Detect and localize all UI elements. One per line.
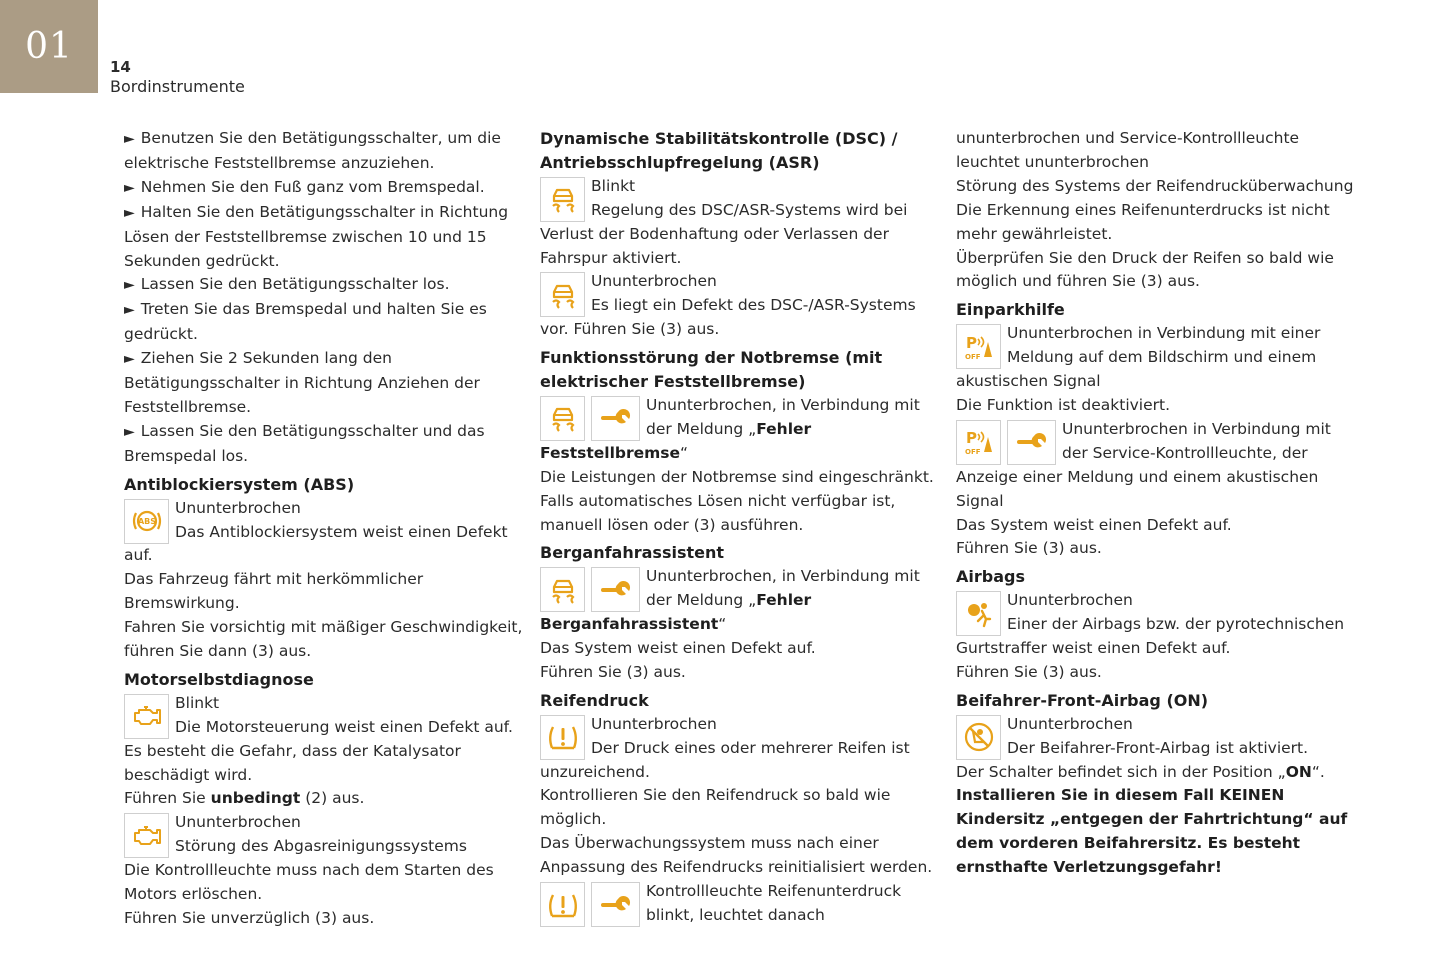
instruction-step: ► Benutzen Sie den Betätigungsschalter, um die elektrische Feststellbremse anzuziehen. bbox=[124, 129, 501, 172]
section-title: Bordinstrumente bbox=[110, 77, 245, 96]
chapter-tab: 01 bbox=[0, 0, 98, 93]
hill-assist-entry: Ununterbrochen, in Verbindung mit der Meldung „Fehler Berganfahrassistent“ bbox=[540, 567, 920, 634]
hill-assist-heading: Berganfahrassistent bbox=[540, 543, 725, 563]
skid-warning-icon bbox=[540, 177, 585, 222]
park-assist-off-icon bbox=[956, 324, 1001, 369]
tyre-pressure-icon bbox=[540, 882, 585, 927]
passenger-airbag-entry: Ununterbrochen Der Beifahrer-Front-Airbag ist aktiviert. bbox=[956, 713, 1356, 761]
bullet-arrow-icon: ► bbox=[124, 302, 135, 319]
column-2: Dynamische Stabilitätskontrolle (DSC) / Antriebsschlupfregelung (ASR) Blinkt Regelung des DSC/ASR-Systems wird bei Verlust der Bodenhaftung oder Verlassen der Fahrspur aktiviert. Ununterbrochen Es liegt ein Defekt des DSC-/ASR-Systems vor. Führen Sie (3) aus. Funktionsstörung der Notbremse (mit elektrischer Feststellbremse) Ununterbrochen, in Verbindung mit der Meldung „Fehler Feststellbremse“ Die Leistungen der Notbremse sind eingeschränkt. Falls automatisches Lösen nicht verfügbar ist, manuell lösen oder (3) ausführen. Berganfahrassistent Ununterbrochen, in Verbindung mit der Meldung „Fehler Berganfahrassistent“ Das System weist einen Defekt auf. Führen Sie (3) aus. Reifendruck Ununterbrochen Der Druck eines oder mehrerer Reifen ist unzureichend. Kontrollieren Sie den Reifendruck so bald wie möglich. Das Überwachungssystem muss nach einer Anpassung des Reifendrucks reinitialisiert werden. Kontrollleuchte Reifenunterdruck blinkt, leuchtet danach bbox=[540, 127, 940, 928]
tyre-pressure-icon bbox=[540, 715, 585, 760]
engine-action: Führen Sie unbedingt (2) aus. bbox=[124, 789, 365, 808]
instruction-step: ► Lassen Sie den Betätigungsschalter los. bbox=[124, 275, 450, 294]
column-3: ununterbrochen und Service-Kontrollleuchte leuchtet ununterbrochen Störung des Systems der Reifendrucküberwachung Die Erkennung eines Reifenunterdrucks ist nicht mehr gewährleistet. Überprüfen Sie den Druck der Reifen so bald wie möglich und führen Sie (3) aus. Einparkhilfe P OFF Ununterbrochen in Verbindung mit einer Meldung auf dem Bildschirm und einem akustischen Signal Die Funktion ist deaktiviert. P OFF Ununterbrochen in Verbindung mit der Service-Kontrollleuchte, der Anzeige einer Meldung und einem akustischen Signal Das System weist einen Defekt auf. Führen Sie (3) aus. Airbags Ununterbrochen Einer der Airbags bzw. der pyrotechnischen Gurtstraffer weist einen Defekt auf. Führen Sie (3) aus. Beifahrer-Front-Airbag (ON) Ununterbrochen Der Beifahrer-Front-Airbag ist aktiviert. Der Schalter befindet sich in der Position „ON“. Installieren Sie in diesem Fall KEINEN Kindersitz „entgegen der Fahrtrichtung“ auf dem vorderen Beifahrersitz. Es besteht ernsthafte Verletzungsgefahr! bbox=[956, 127, 1356, 880]
park-assist-heading: Einparkhilfe bbox=[956, 300, 1065, 320]
emergency-brake-entry: Ununterbrochen, in Verbindung mit der Meldung „Fehler Feststellbremse“ bbox=[540, 395, 920, 462]
engine-entry-blinking: Blinkt Die Motorsteuerung weist einen Defekt auf. bbox=[124, 692, 524, 740]
engine-warning-icon bbox=[124, 813, 169, 858]
child-seat-airbag-icon bbox=[956, 715, 1001, 760]
skid-warning-icon bbox=[540, 272, 585, 317]
engine-entry-continuous: Ununterbrochen Störung des Abgasreinigungssystems bbox=[124, 811, 524, 859]
tyre-pressure-heading: Reifendruck bbox=[540, 690, 649, 710]
park-assist-entry-off: P OFF Ununterbrochen in Verbindung mit einer Meldung auf dem Bildschirm und einem akustischen Signal bbox=[956, 324, 1321, 391]
abs-entry: ABS Ununterbrochen Das Antiblockiersystem weist einen Defekt auf. bbox=[124, 498, 508, 565]
airbags-entry: Ununterbrochen Einer der Airbags bzw. der pyrotechnischen Gurtstraffer weist einen Defekt auf. bbox=[956, 591, 1345, 658]
tyre-pressure-entry: Ununterbrochen Der Druck eines oder mehrerer Reifen ist unzureichend. bbox=[540, 714, 910, 781]
bullet-arrow-icon: ► bbox=[124, 131, 135, 147]
wrench-icon bbox=[1007, 420, 1056, 465]
park-assist-off-icon bbox=[956, 420, 1001, 465]
park-assist-entry-fault: P OFF Ununterbrochen in Verbindung mit der Service-Kontrollleuchte, der Anzeige einer Meldung und einem akustischen Signal bbox=[956, 419, 1331, 510]
skid-warning-icon bbox=[540, 567, 585, 612]
svg-text:OFF: OFF bbox=[964, 352, 981, 361]
engine-warning-icon bbox=[124, 694, 169, 739]
dsc-entry-continuous: Ununterbrochen Es liegt ein Defekt des DSC-/ASR-Systems vor. Führen Sie (3) aus. bbox=[540, 272, 916, 339]
bullet-arrow-icon: ► bbox=[124, 179, 135, 196]
safety-warning: Installieren Sie in diesem Fall KEINEN Kindersitz „entgegen der Fahrtrichtung“ auf dem vorderen Beifahrersitz. Es besteht ernsthafte Verletzungsgefahr! bbox=[956, 786, 1348, 877]
bullet-arrow-icon: ► bbox=[124, 204, 135, 221]
skid-warning-icon bbox=[540, 396, 585, 441]
instruction-step: ► Nehmen Sie den Fuß ganz vom Bremspedal. bbox=[124, 177, 485, 196]
abs-warning-icon bbox=[124, 499, 169, 544]
wrench-icon bbox=[591, 396, 640, 441]
instruction-step: ► Lassen Sie den Betätigungsschalter und das Bremspedal los. bbox=[124, 421, 485, 465]
bullet-arrow-icon: ► bbox=[124, 277, 135, 294]
instruction-step: ► Halten Sie den Betätigungsschalter in Richtung Lösen der Feststellbremse zwischen 10 und 15 Sekunden gedrückt. bbox=[124, 202, 509, 270]
tyre-pressure-service-entry: Kontrollleuchte Reifenunterdruck blinkt, leuchtet danach bbox=[540, 880, 940, 928]
wrench-icon bbox=[591, 882, 640, 927]
engine-heading: Motorselbstdiagnose bbox=[124, 669, 314, 689]
instruction-step: ► Treten Sie das Bremspedal und halten Sie es gedrückt. bbox=[124, 300, 487, 344]
switch-position: Der Schalter befindet sich in der Position „ON“. bbox=[956, 762, 1325, 781]
instruction-step: ► Ziehen Sie 2 Sekunden lang den Betätigungsschalter in Richtung Anziehen der Feststellbremse. bbox=[124, 349, 480, 416]
dsc-heading: Dynamische Stabilitätskontrolle (DSC) / Antriebsschlupfregelung (ASR) bbox=[540, 129, 898, 172]
dsc-entry-blinking: Blinkt Regelung des DSC/ASR-Systems wird bei Verlust der Bodenhaftung oder Verlassen der Fahrspur aktiviert. bbox=[540, 176, 908, 267]
page-number: 14 bbox=[110, 58, 131, 76]
svg-text:OFF: OFF bbox=[964, 448, 981, 457]
passenger-airbag-heading: Beifahrer-Front-Airbag (ON) bbox=[956, 690, 1209, 710]
svg-text:ABS: ABS bbox=[137, 517, 156, 527]
svg-text:P: P bbox=[965, 333, 977, 352]
emergency-brake-heading: Funktionsstörung der Notbremse (mit elektrischer Feststellbremse) bbox=[540, 348, 883, 392]
airbag-warning-icon bbox=[956, 591, 1001, 636]
airbags-heading: Airbags bbox=[956, 567, 1025, 587]
bullet-arrow-icon: ► bbox=[124, 423, 135, 440]
bullet-arrow-icon: ► bbox=[124, 351, 135, 368]
svg-text:P: P bbox=[965, 429, 977, 448]
abs-heading: Antiblockiersystem (ABS) bbox=[124, 474, 355, 494]
wrench-icon bbox=[591, 567, 640, 612]
column-1: ► Benutzen Sie den Betätigungsschalter, um die elektrische Feststellbremse anzuziehen. ► Nehmen Sie den Fuß ganz vom Bremspedal. ► Halten Sie den Betätigungsschalter in Richtung Lösen der Feststellbremse zwischen 10 und 15 Sekunden gedrückt. ► Lassen Sie den Betätigungsschalter los. ► Treten Sie das Bremspedal und halten Sie es gedrückt. ► Ziehen Sie 2 Sekunden lang den Betätigungsschalter in Richtung Anziehen der Feststellbremse. ► Lassen Sie den Betätigungsschalter und das Bremspedal los. Antiblockiersystem (ABS) ABS Ununterbrochen Das Antiblockiersystem weist einen Defekt auf. Das Fahrzeug fährt mit herkömmlicher Bremswirkung. Fahren Sie vorsichtig mit mäßiger Geschwindigkeit, führen Sie dann (3) aus. Motorselbstdiagnose Blinkt Die Motorsteuerung weist einen Defekt auf. Es besteht die Gefahr, dass der Katalysator beschädigt wird. Führen Sie unbedingt (2) aus. Ununterbrochen Störung des Abgasreinigungssystems Die Kontrollleuchte muss nach dem Starten des Motors erlöschen. Führen Sie unverzüglich (3) aus. bbox=[124, 129, 523, 927]
